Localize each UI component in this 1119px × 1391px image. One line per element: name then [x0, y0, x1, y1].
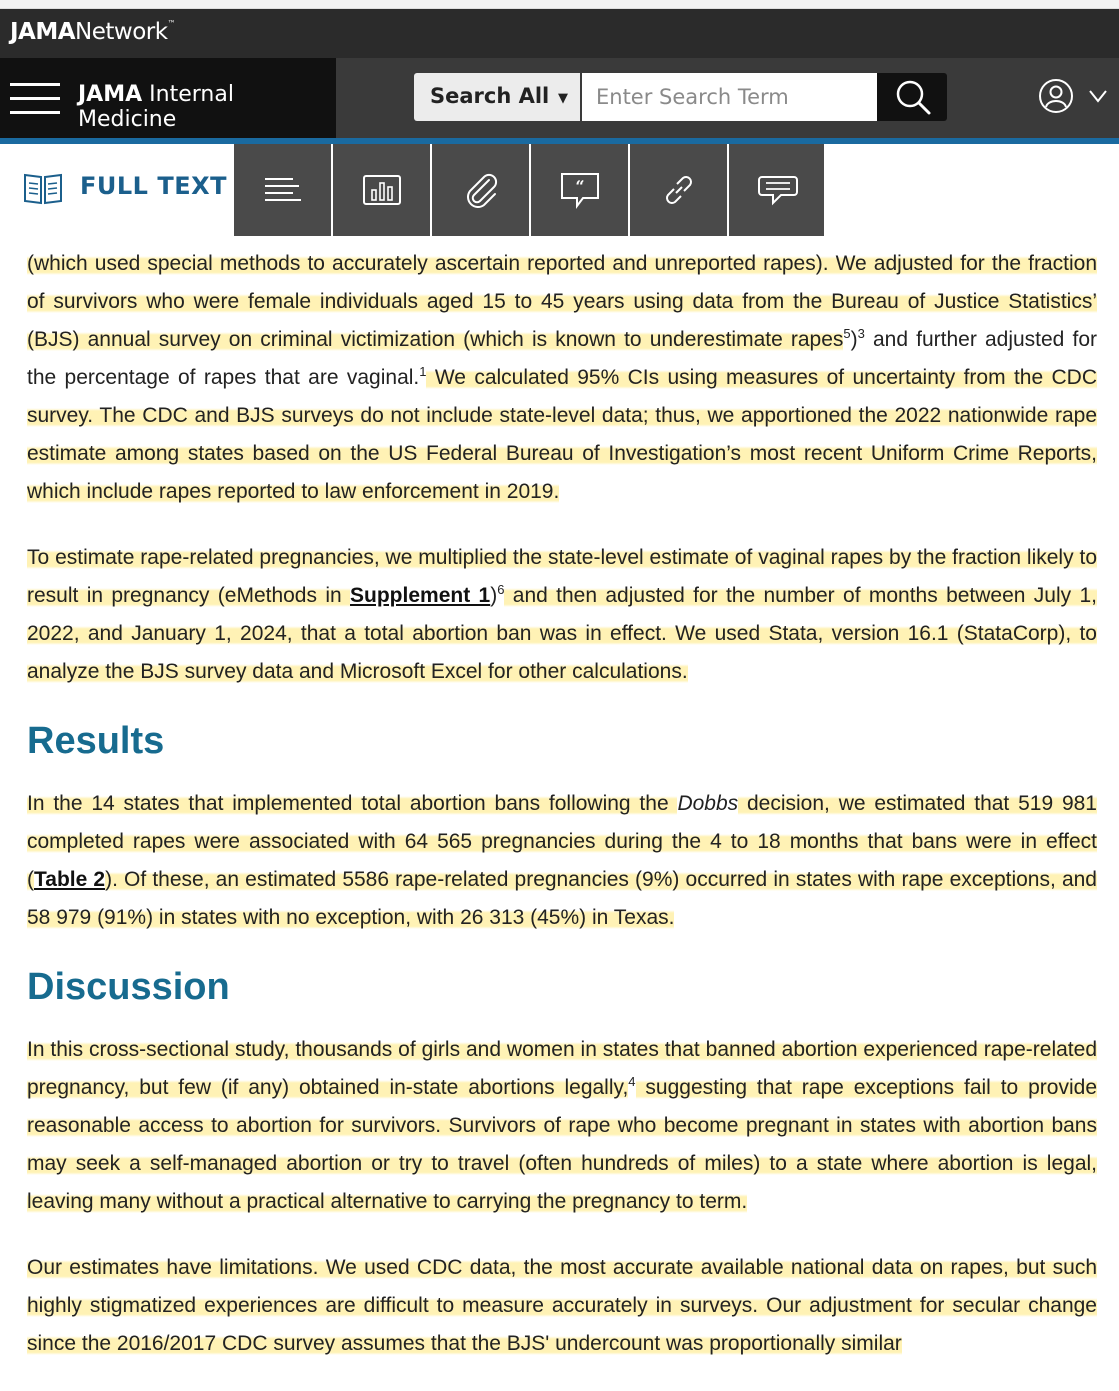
journal-title[interactable]: JAMA Internal Medicine: [78, 82, 234, 132]
search-input[interactable]: [582, 73, 877, 121]
search-scope-label: Search All: [430, 84, 550, 108]
toolbar-spacer: [824, 144, 1119, 236]
search-icon: [877, 73, 947, 121]
discussion-heading: Discussion: [27, 966, 230, 1008]
user-account-icon[interactable]: [1038, 78, 1074, 114]
methods-paragraph-2: To estimate rape-related pregnancies, we multiplied the state-level estimate of vaginal rapes by the fraction likely to result in pregnancy (eMethods in Supplement 1)$^6$ and then adjusted for the number of months between July 1, 2022, and January 1, 2024, that a total abortion ban was in effect. We used Stata, version 16.1 (StataCorp), to analyze the BJS survey data and Microsoft Excel for other calculations.: [27, 546, 1097, 683]
account-chevron-down-icon[interactable]: [1088, 88, 1108, 104]
article-toolbar: [0, 144, 1119, 236]
reference-3[interactable]: 3: [857, 326, 865, 341]
table-2-link[interactable]: Table 2: [34, 868, 106, 891]
chevron-down-icon: ▼: [558, 91, 568, 106]
toolbar-sections-button[interactable]: [234, 144, 333, 236]
full-text-tab[interactable]: [0, 144, 234, 236]
search-button[interactable]: [877, 73, 947, 121]
toolbar-permissions-button[interactable]: [630, 144, 729, 236]
list-lines-icon: [263, 175, 303, 205]
top-strip: [0, 0, 1119, 9]
journal-brand-area: [0, 58, 336, 138]
reference-5[interactable]: 5: [843, 326, 851, 341]
svg-text:“: “: [574, 177, 585, 196]
comment-bubble-icon: [757, 171, 799, 209]
network-bar: [0, 9, 1119, 58]
journal-header: [0, 58, 1119, 138]
results-heading: Results: [27, 720, 165, 762]
jama-network-logo[interactable]: JAMANetwork™: [10, 19, 176, 45]
bar-chart-icon: [362, 174, 402, 206]
results-paragraph: In the 14 states that implemented total abortion bans following the Dobbs decision, we estimated that 519 981 completed rapes were associated with 64 565 pregnancies during the 4 to 18 months that bans were in effect (Table 2). Of these, an estimated 5586 rape-related pregnancies (9%) occurred in states with rape exceptions, and 58 979 (91%) in states with no exception, with 26 313 (45%) in Texas.: [27, 792, 1097, 929]
menu-icon[interactable]: [10, 83, 60, 115]
reference-1[interactable]: 1: [419, 364, 427, 379]
paperclip-icon: [461, 170, 501, 210]
toolbar-cite-button[interactable]: [531, 144, 630, 236]
reference-6[interactable]: 6: [497, 582, 505, 597]
link-chain-icon: [658, 169, 700, 211]
open-book-icon: [22, 170, 64, 206]
toolbar-supplemental-button[interactable]: [432, 144, 531, 236]
full-text-label: FULL TEXT: [80, 172, 227, 200]
discussion-paragraph-1: In this cross-sectional study, thousands of girls and women in states that banned abortion experienced rape-related pregnancy, but few (if any) obtained in-state abortions legally,$^4$ suggesting that rape exceptions fail to provide reasonable access to abortion for survivors. Survivors of rape who become pregnant in states with abortion bans may seek a self-managed abortion or try to travel (often hundreds of miles) to a state where abortion is legal, leaving many without a practical alternative to carrying the pregnancy to term.: [27, 1038, 1097, 1213]
discussion-paragraph-2: Our estimates have limitations. We used CDC data, the most accurate available national data on rapes, but such highly stigmatized experiences are difficult to measure accurately in surveys. Our adjustment for secular change since the 2016/2017 CDC survey assumes that the BJS' undercount was proportionally similar: [27, 1256, 1097, 1355]
toolbar-figures-button[interactable]: [333, 144, 432, 236]
supplement-1-link[interactable]: Supplement 1: [350, 584, 491, 607]
search-scope-select[interactable]: [414, 73, 580, 121]
quote-bubble-icon: [559, 171, 601, 209]
reference-4[interactable]: 4: [628, 1074, 636, 1089]
toolbar-comments-button[interactable]: [729, 144, 828, 236]
methods-paragraph-1: (which used special methods to accurately ascertain reported and unreported rapes). We adjusted for the fraction of survivors who were female individuals aged 15 to 45 years using data from the Bureau of Justice Statistics’ (BJS) annual survey on criminal victimization (which is known to underestimate rapes$^5$)$^3$ and further adjusted for the percentage of rapes that are vaginal.$^1$ We calculated 95% CIs using measures of uncertainty from the CDC survey. The CDC and BJS surveys do not include state-level data; thus, we apportioned the 2022 nationwide rape estimate among states based on the US Federal Bureau of Investigation’s most recent Uniform Crime Reports, which include rapes reported to law enforcement in 2019.: [27, 252, 1097, 503]
article-body: [27, 245, 1097, 1391]
toolbar-tools: [234, 144, 828, 236]
